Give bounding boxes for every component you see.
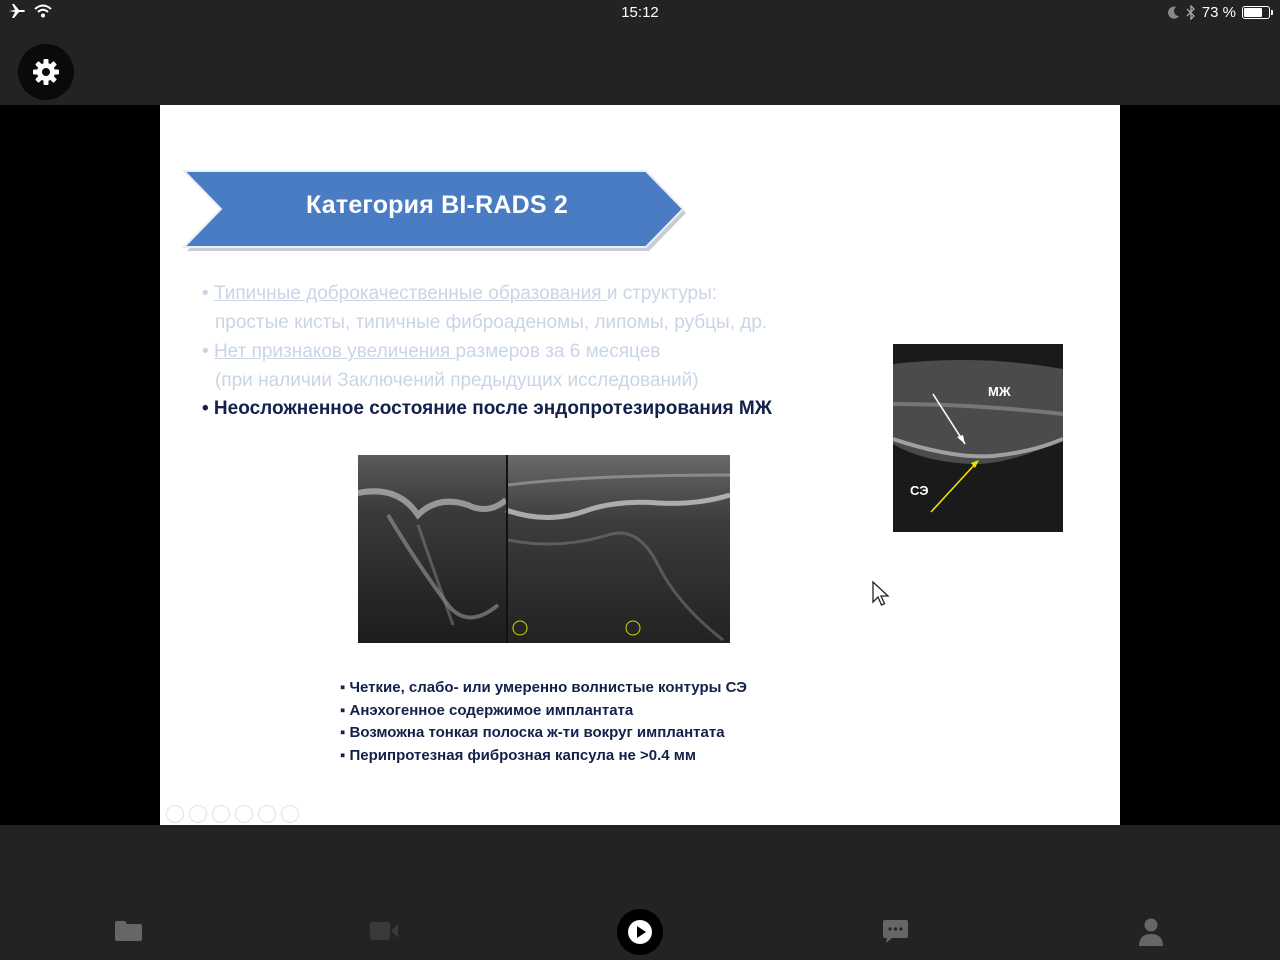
label-se: СЭ xyxy=(910,483,929,498)
faded-item-4: (при наличии Заключений предыдущих исследований) xyxy=(215,370,699,391)
faded-item-1: • Типичные доброкачественные образования и структуры: xyxy=(202,283,718,304)
pen-icon[interactable] xyxy=(212,805,230,823)
bottom-tab-bar xyxy=(0,825,1280,960)
slide-title: Категория BI-RADS 2 xyxy=(306,191,568,219)
settings-button[interactable] xyxy=(18,44,74,100)
gear-icon xyxy=(31,57,61,87)
status-bar xyxy=(0,0,1280,26)
ultrasound-image-main xyxy=(358,455,730,643)
presentation-slide xyxy=(160,105,1120,825)
bluetooth-icon xyxy=(1186,5,1196,20)
ultrasound-image-side xyxy=(893,344,1063,532)
bullet-item: ▪ Перипротезная фиброзная капсула не >0.4 мм xyxy=(340,746,696,764)
play-icon xyxy=(627,919,653,945)
bullet-list xyxy=(340,677,747,767)
label-mzh: МЖ xyxy=(988,384,1011,399)
battery-percent: 73 % xyxy=(1201,4,1236,21)
more-icon[interactable] xyxy=(281,805,299,823)
faded-item-3: • Нет признаков увеличения размеров за 6 месяцев xyxy=(202,341,661,362)
bullet-item: ▪ Четкие, слабо- или умеренно волнистые контуры СЭ xyxy=(340,679,747,696)
slides-icon[interactable] xyxy=(235,805,253,823)
previous-slide-icon[interactable] xyxy=(166,805,184,823)
video-camera-icon[interactable] xyxy=(369,921,399,941)
folder-icon[interactable] xyxy=(114,920,143,942)
bullet-item: ▪ Анэхогенное содержимое имплантата xyxy=(340,701,634,719)
moon-icon xyxy=(1168,6,1180,19)
play-button[interactable] xyxy=(617,909,663,955)
bullet-item: ▪ Возможна тонкая полоска ж-ти вокруг имплантата xyxy=(340,724,725,741)
mouse-cursor-icon xyxy=(871,580,891,608)
status-time: 15:12 xyxy=(621,4,659,21)
top-toolbar xyxy=(0,26,1280,105)
battery-icon xyxy=(1242,6,1270,19)
battery-level xyxy=(1244,8,1262,17)
chat-icon[interactable] xyxy=(882,919,909,944)
faded-item-2: простые кисты, типичные фиброаденомы, липомы, рубцы, др. xyxy=(215,312,768,333)
next-slide-icon[interactable] xyxy=(189,805,207,823)
highlight-bullet: • Неосложненное состояние после эндопротезирования МЖ xyxy=(202,398,772,419)
slide-controls xyxy=(166,805,299,823)
person-icon[interactable] xyxy=(1138,917,1164,947)
zoom-icon[interactable] xyxy=(258,805,276,823)
